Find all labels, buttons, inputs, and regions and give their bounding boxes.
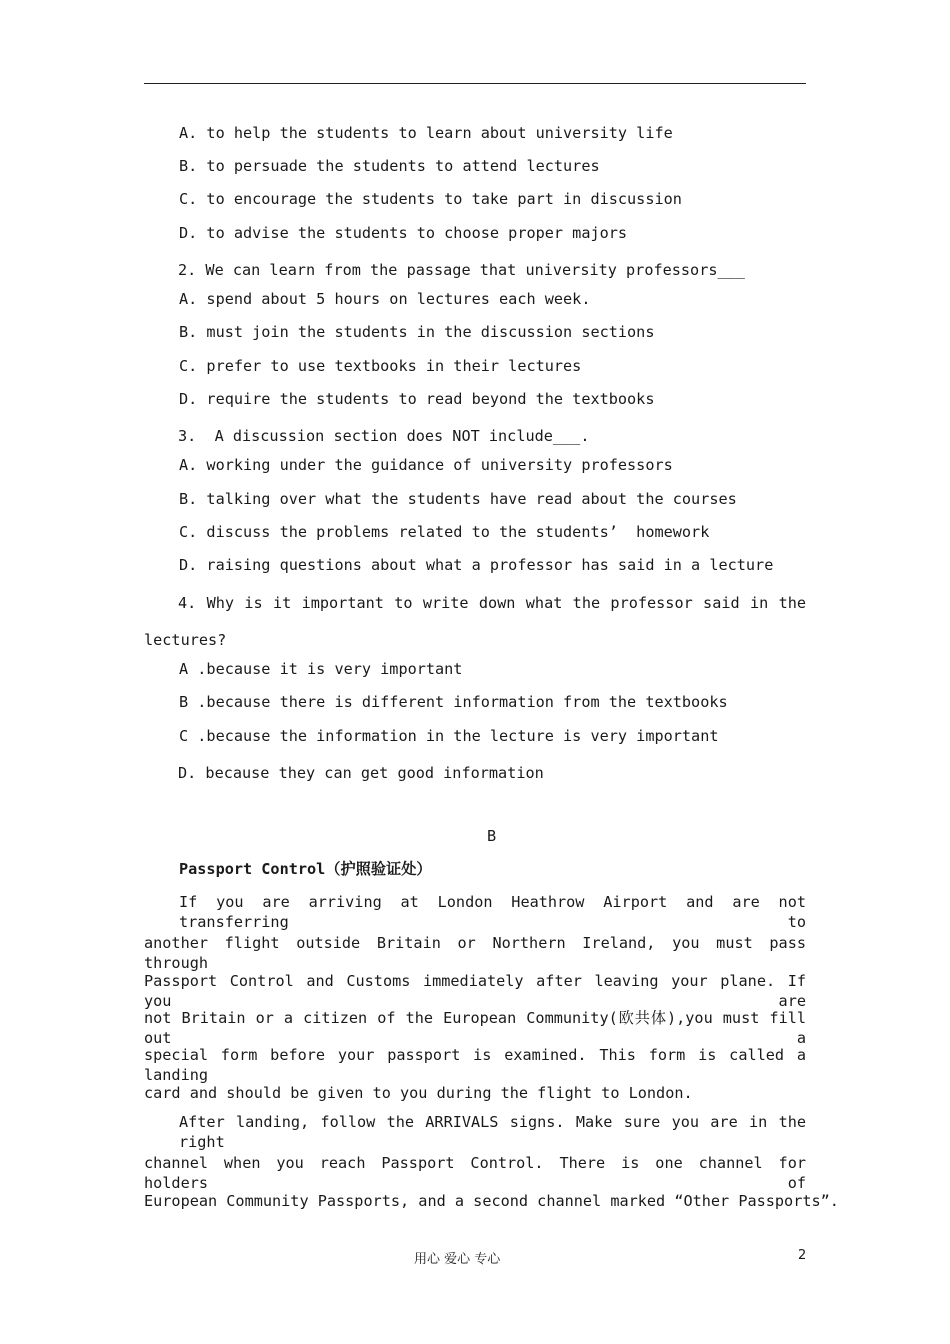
p2-line-1: After landing, follow the ARRIVALS signs. Make sure you are in the right <box>179 1113 806 1151</box>
q3-option-a: A. working under the guidance of university professors <box>179 456 673 474</box>
q4-option-d: D. because they can get good information <box>178 764 544 782</box>
q3-option-c: C. discuss the problems related to the students’ homework <box>179 523 710 541</box>
q2-option-a: A. spend about 5 hours on lectures each week. <box>179 290 591 308</box>
q1-option-a: A. to help the students to learn about university life <box>179 124 673 142</box>
q2-option-c: C. prefer to use textbooks in their lectures <box>179 357 582 375</box>
q4-option-a: A .because it is very important <box>179 660 463 678</box>
passage-title: Passport Control（护照验证处） <box>179 860 432 878</box>
header-rule <box>144 83 806 84</box>
q1-option-b: B. to persuade the students to attend lectures <box>179 157 600 175</box>
q4-option-c: C .because the information in the lecture is very important <box>179 727 719 745</box>
q1-option-c: C. to encourage the students to take part in discussion <box>179 190 682 208</box>
p1-line-5: special form before your passport is examined. This form is called a landing <box>144 1046 806 1084</box>
section-b-label: B <box>487 827 497 845</box>
q3-stem: 3. A discussion section does NOT include___. <box>178 427 590 445</box>
q1-option-d: D. to advise the students to choose proper majors <box>179 224 628 242</box>
q4-stem-line2: lectures? <box>144 631 227 649</box>
q3-option-b: B. talking over what the students have read about the courses <box>179 490 737 508</box>
p1-line-2: another flight outside Britain or Northern Ireland, you must pass through <box>144 934 806 972</box>
p1-line-6: card and should be given to you during the flight to London. <box>144 1084 693 1102</box>
p1-line-4: not Britain or a citizen of the European Community(欧共体),you must fill out a <box>144 1009 806 1047</box>
page-number: 2 <box>798 1248 807 1263</box>
p1-line-3: Passport Control and Customs immediately after leaving your plane. If you are <box>144 972 806 1010</box>
q3-option-d: D. raising questions about what a professor has said in a lecture <box>179 556 774 574</box>
q2-stem: 2. We can learn from the passage that university professors___ <box>178 261 745 279</box>
q4-stem-line1: 4. Why is it important to write down what the professor said in the <box>178 594 806 612</box>
footer-motto: 用心 爱心 专心 <box>414 1252 501 1267</box>
q2-option-d: D. require the students to read beyond the textbooks <box>179 390 655 408</box>
p1-line-1: If you are arriving at London Heathrow Airport and are not transferring to <box>179 893 806 931</box>
p2-line-2: channel when you reach Passport Control. There is one channel for holders of <box>144 1154 806 1192</box>
p2-line-3: European Community Passports, and a second channel marked “Other Passports”. <box>144 1192 839 1210</box>
q4-option-b: B .because there is different information from the textbooks <box>179 693 728 711</box>
q2-option-b: B. must join the students in the discussion sections <box>179 323 655 341</box>
